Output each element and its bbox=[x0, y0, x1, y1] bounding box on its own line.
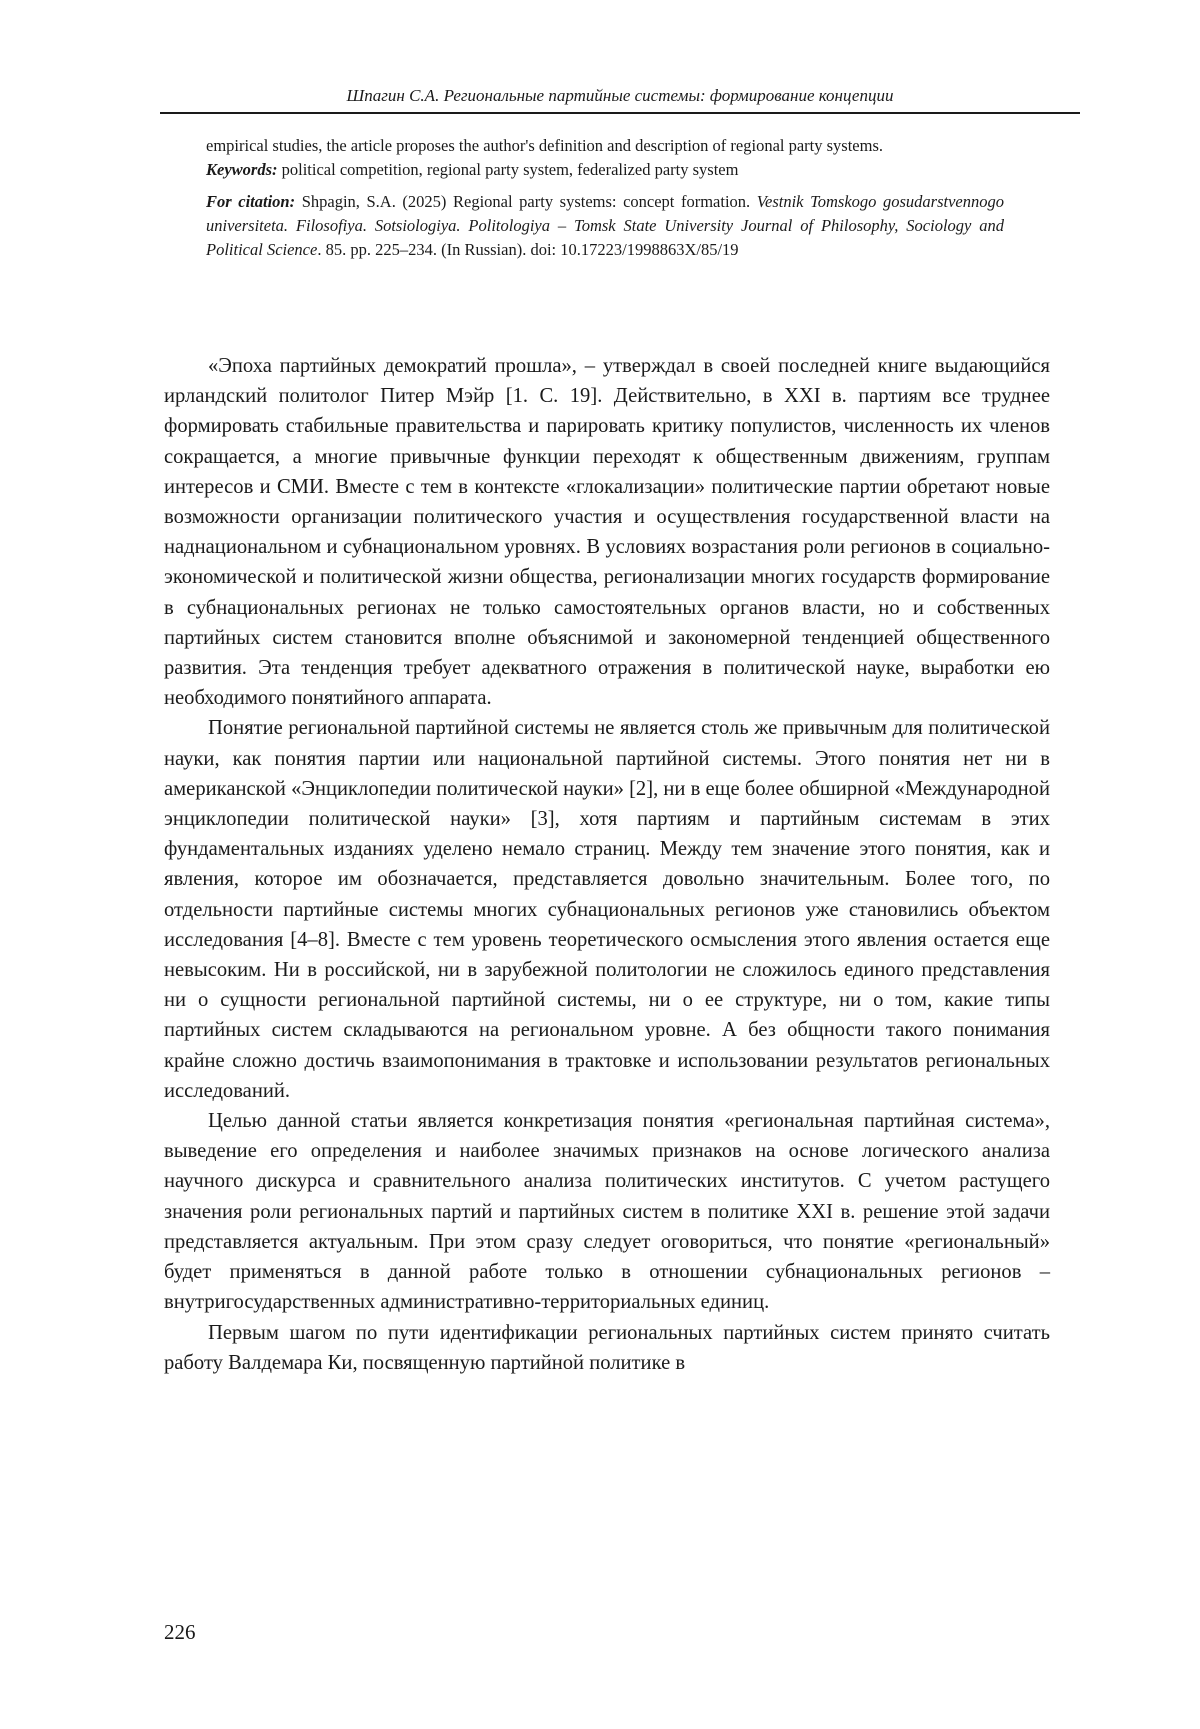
citation-block bbox=[206, 190, 1004, 262]
citation-label: For citation: bbox=[206, 192, 296, 211]
article-body bbox=[164, 351, 1050, 1378]
keywords-text: political competition, regional party system, federalized party system bbox=[277, 160, 739, 179]
keywords-line bbox=[206, 158, 1004, 182]
citation-journal: Vestnik Tomskogo gosudarstvennogo universiteta. Filosofiya. Sotsiologiya. Politologiya – Tomsk State University Journal of Philosophy, Sociology and Political Science bbox=[206, 192, 1004, 259]
body-paragraph-2: Понятие региональной партийной системы не является столь же привычным для политической науки, как понятия партии или национальной партийной системы. Этого понятия нет ни в американской «Энциклопедии политической науки» [2], ни в еще более обширной «Международной энциклопедии политической науки» [3], хотя партиям и партийным системам в этих фундаментальных изданиях уделено немало страниц. Между тем значение этого понятия, как и явления, которое им обозначается, представляется довольно значительным. Более того, по отдельности партийные системы многих субнациональных регионов уже становились объектом исследования [4–8]. Вместе с тем уровень теоретического осмысления этого явления остается еще невысоким. Ни в российской, ни в зарубежной политологии не сложилось единого представления ни о сущности региональной партийной системы, ни о ее структуре, ни о том, какие типы партийных систем складываются на региональном уровне. А без общности такого понимания крайне сложно достичь взаимопонимания в трактовке и использовании результатов региональных исследований. bbox=[164, 717, 1050, 1102]
citation-authors: Shpagin, S.A. (2025) Regional party systems: concept formation. bbox=[295, 192, 757, 211]
running-header: Шпагин С.А. Региональные партийные системы: формирование концепции bbox=[346, 86, 894, 105]
abstract-tail: empirical studies, the article proposes the author's definition and description of regional party systems. bbox=[206, 136, 884, 155]
header-rule bbox=[160, 112, 1080, 114]
body-paragraph-4: Первым шагом по пути идентификации региональных партийных систем принято считать работу Валдемара Ки, посвященную партийной политике в bbox=[164, 1321, 1050, 1374]
page-number: 226 bbox=[164, 1620, 196, 1644]
citation-details: . 85. pp. 225–234. (In Russian). doi: 10.17223/1998863X/85/19 bbox=[317, 240, 739, 259]
body-paragraph-3: Целью данной статьи является конкретизация понятия «региональная партийная система», выведение его определения и наиболее значимых признаков на основе логического анализа научного дискурса и сравнительного анализа политических институтов. С учетом растущего значения роли региональных партий и партийных систем в политике XXI в. решение этой задачи представляется актуальным. При этом сразу следует оговориться, что понятие «региональный» будет применяться в данной работе только в отношении субнациональных регионов – внутригосударственных административно-территориальных единиц. bbox=[164, 1110, 1050, 1314]
body-paragraph-1: «Эпоха партийных демократий прошла», – утверждал в своей последней книге выдающийся ирландский политолог Питер Мэйр [1. С. 19]. Действительно, в XXI в. партиям все труднее формировать стабильные правительства и парировать критику популистов, численность их членов сокращается, а многие привычные функции переходят к общественным движениям, группам интересов и СМИ. Вместе с тем в контексте «глокализации» политические партии обретают новые возможности организации политического участия и осуществления государственной власти на наднациональном и субнациональном уровнях. В условиях возрастания роли регионов в социально-экономической и политической жизни общества, регионализации многих государств формирование в субнациональных регионах не только самостоятельных органов власти, но и собственных партийных систем становится вполне объяснимой и закономерной тенденцией общественного развития. Эта тенденция требует адекватного отражения в политической науке, выработки ею необходимого понятийного аппарата. bbox=[164, 355, 1050, 710]
keywords-label: Keywords: bbox=[206, 160, 278, 179]
abstract-block bbox=[206, 134, 1004, 262]
